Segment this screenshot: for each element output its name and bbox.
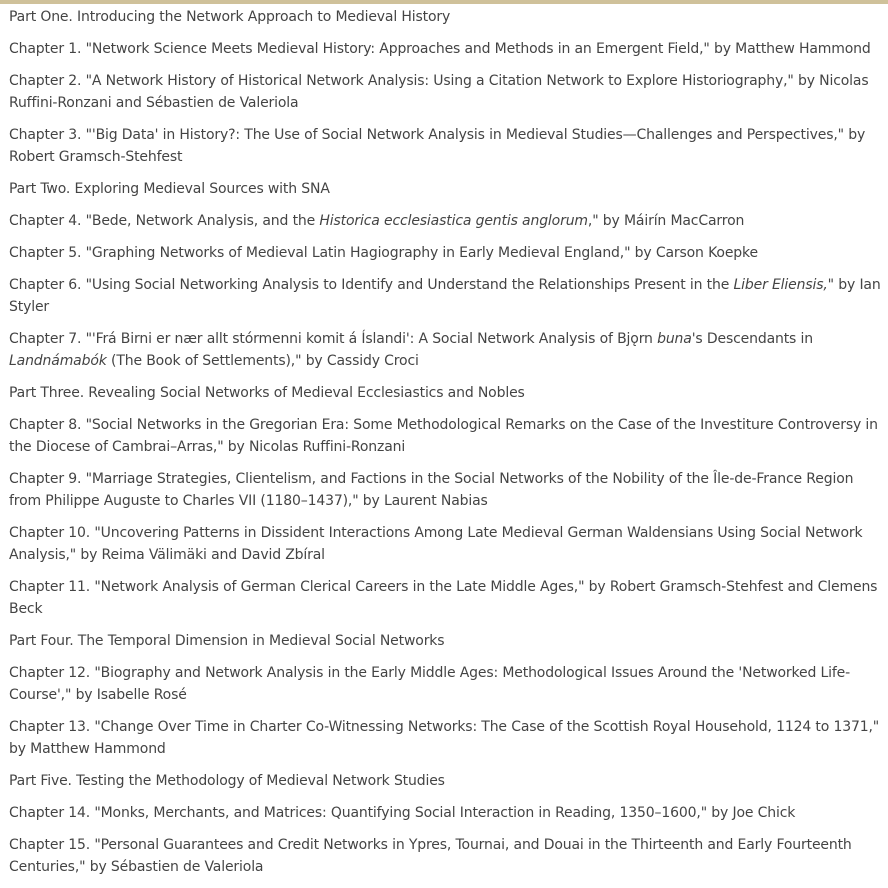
entry-text: by Ian Styler xyxy=(9,277,881,315)
entry-text: Chapter 15. "Personal Guarantees and Credit Networks in Ypres, Tournai, and Douai in the Thirteenth and Early Fourteenth Centuries," by Sébastien de Valeriola xyxy=(9,837,852,875)
entry-text: Part One. Introducing the Network Approach to Medieval History xyxy=(9,9,451,25)
italic-title-text: buna xyxy=(657,331,692,347)
chapter-entry xyxy=(9,662,881,706)
table-of-contents xyxy=(9,6,881,888)
entry-text: Part Two. Exploring Medieval Sources with SNA xyxy=(9,181,330,197)
part-heading xyxy=(9,382,881,404)
entry-text: Chapter 13. "Change Over Time in Charter Co-Witnessing Networks: The Case of the Scottish Royal Household, 1124 to 1371," by Matthew Hammond xyxy=(9,719,880,757)
entry-text: Chapter 9. "Marriage Strategies, Clientelism, and Factions in the Social Networks of the Nobility of the Île-de-France Region from Philippe Auguste to Charles VII (1180–1437)," by Laurent Nabias xyxy=(9,471,854,509)
italic-title-text: Landnámabók xyxy=(9,353,107,369)
italic-title-text: Historica ecclesiastica gentis anglorum xyxy=(319,213,588,229)
chapter-entry xyxy=(9,576,881,620)
entry-text: Chapter 8. "Social Networks in the Gregorian Era: Some Methodological Remarks on the Case of the Investiture Controversy in the Diocese of Cambrai–Arras," by Nicolas Ruffini-Ronzani xyxy=(9,417,878,455)
top-accent-bar xyxy=(0,0,888,4)
entry-text: Chapter 6. "Using Social Networking Analysis to Identify and Understand the Relationships Present in the xyxy=(9,277,734,293)
entry-text: Chapter 14. "Monks, Merchants, and Matrices: Quantifying Social Interaction in Reading, 1350–1600," by Joe Chick xyxy=(9,805,796,821)
italic-title-text: Liber Eliensis," xyxy=(733,277,834,293)
entry-text: Chapter 7. "'Frá Birni er nær allt stórmenni komit á Íslandi': A Social Network Analysis of Bjǫrn xyxy=(9,331,658,347)
part-heading xyxy=(9,6,881,28)
entry-text: Chapter 10. "Uncovering Patterns in Dissident Interactions Among Late Medieval German Waldensians Using Social Network Analysis," by Reima Välimäki and David Zbíral xyxy=(9,525,863,563)
entry-text: Part Five. Testing the Methodology of Medieval Network Studies xyxy=(9,773,445,789)
chapter-entry xyxy=(9,468,881,512)
chapter-entry xyxy=(9,242,881,264)
chapter-entry xyxy=(9,522,881,566)
chapter-entry xyxy=(9,834,881,878)
entry-text: Chapter 2. "A Network History of Historical Network Analysis: Using a Citation Network to Explore Historiography," by Nicolas Ruffini-Ronzani and Sébastien de Valeriola xyxy=(9,73,869,111)
chapter-entry xyxy=(9,716,881,760)
chapter-entry xyxy=(9,70,881,114)
entry-text: Chapter 1. "Network Science Meets Medieval History: Approaches and Methods in an Emergent Field," by Matthew Hammond xyxy=(9,41,871,57)
entry-text: Chapter 4. "Bede, Network Analysis, and the xyxy=(9,213,320,229)
entry-text: (The Book of Settlements)," by Cassidy Croci xyxy=(106,353,419,369)
entry-text: Chapter 11. "Network Analysis of German Clerical Careers in the Late Middle Ages," by Robert Gramsch-Stehfest and Clemens Beck xyxy=(9,579,878,617)
chapter-entry xyxy=(9,414,881,458)
chapter-entry xyxy=(9,38,881,60)
chapter-entry xyxy=(9,328,881,372)
chapter-entry xyxy=(9,802,881,824)
chapter-entry xyxy=(9,124,881,168)
entry-text: Chapter 3. "'Big Data' in History?: The Use of Social Network Analysis in Medieval Studies—Challenges and Perspectives," by Robert Gramsch-Stehfest xyxy=(9,127,866,165)
entry-text: 's Descendants in xyxy=(691,331,813,347)
entry-text: Part Four. The Temporal Dimension in Medieval Social Networks xyxy=(9,633,445,649)
entry-text: Chapter 5. "Graphing Networks of Medieval Latin Hagiography in Early Medieval England," by Carson Koepke xyxy=(9,245,758,261)
chapter-entry xyxy=(9,210,881,232)
entry-text: Part Three. Revealing Social Networks of Medieval Ecclesiastics and Nobles xyxy=(9,385,525,401)
part-heading xyxy=(9,178,881,200)
chapter-entry xyxy=(9,274,881,318)
part-heading xyxy=(9,770,881,792)
entry-text: Chapter 12. "Biography and Network Analysis in the Early Middle Ages: Methodological Issues Around the 'Networked Life-Course'," by Isabelle Rosé xyxy=(9,665,851,703)
entry-text: ," by Máirín MacCarron xyxy=(587,213,745,229)
part-heading xyxy=(9,630,881,652)
